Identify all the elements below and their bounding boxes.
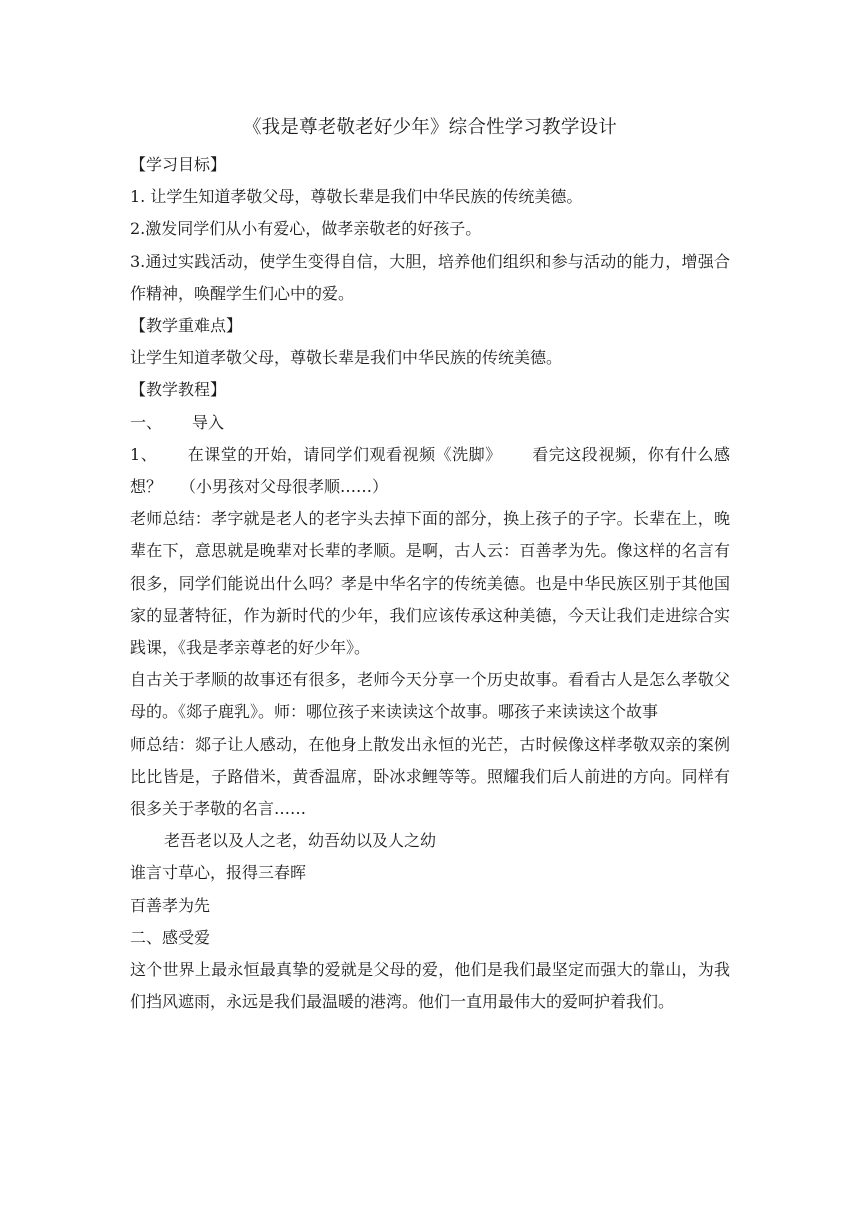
step-1-label: 导入 [192,412,225,432]
step-2-heading: 二、感受爱 [130,927,211,947]
teacher-summary: 老师总结：孝字就是老人的老字头去掉下面的部分，换上孩子的子字。长辈在上，晚辈在下，意思就是晚辈对长辈的孝顺。是啊，古人云：百善孝为先。像这样的名言有很多，同学们能说出什么吗？孝是中华名字的传统美德。也是中华民族区别于其他国家的显著特征，作为新时代的少年，我们应该传承这种美德，今天让我们走进综合实践课，《我是孝亲尊老的好少年》。 [130,509,730,658]
section-heading-process: 【教学教程】 [130,380,227,400]
key-points-text: 让学生知道孝敬父母，尊敬长辈是我们中华民族的传统美德。 [130,348,563,368]
goal-item-2: 2.激发同学们从小有爱心，做孝亲敬老的好孩子。 [130,219,482,239]
item-1-text-a: 在课堂的开始，请同学们观看视频《洗脚》 [187,444,502,464]
story-summary: 师总结：郯子让人感动，在他身上散发出永恒的光芒，古时候像这样孝敬双亲的案例比比皆是，子路借米，黄香温席，卧冰求鲤等等。照耀我们后人前进的方向。同样有很多关于孝敬的名言…… [130,734,730,819]
section-heading-key-points: 【教学重难点】 [130,316,243,336]
document-title: 《我是尊老敬老好少年》综合性学习教学设计 [242,117,617,138]
quote-1: 老吾老以及人之老，幼吾幼以及人之幼 [164,831,437,851]
quote-3: 百善孝为先 [130,895,211,915]
love-paragraph: 这个世界上最永恒最真挚的爱就是父母的爱，他们是我们最坚定而强大的靠山，为我们挡风遮雨，永远是我们最温暖的港湾。他们一直用最伟大的爱呵护着我们。 [130,960,730,1012]
goal-item-3: 3.通过实践活动，使学生变得自信，大胆，培养他们组织和参与活动的能力，增强合作精神，唤醒学生们心中的爱。 [130,251,730,303]
step-1-heading [130,407,730,439]
item-1-paragraph [130,439,730,503]
story-intro: 自古关于孝顺的故事还有很多，老师今天分享一个历史故事。看看古人是怎么孝敬父母的。《郯子鹿乳》。师：哪位孩子来读读这个故事。哪孩子来读读这个故事 [130,670,730,722]
item-1-text-c: （小男孩对父母很孝顺……） [180,477,389,497]
section-heading-goals: 【学习目标】 [130,155,227,174]
goal-item-1: 1. 让学生知道孝敬父母，尊敬长辈是我们中华民族的传统美德。 [130,187,583,207]
item-1-number: 1、 [130,444,158,464]
document-page [130,108,730,1018]
step-1-number: 一、 [130,412,163,432]
item-1-text-b: 看完这段视频，你有什么感想？ [130,444,730,497]
quote-2: 谁言寸草心，报得三春晖 [130,863,307,883]
